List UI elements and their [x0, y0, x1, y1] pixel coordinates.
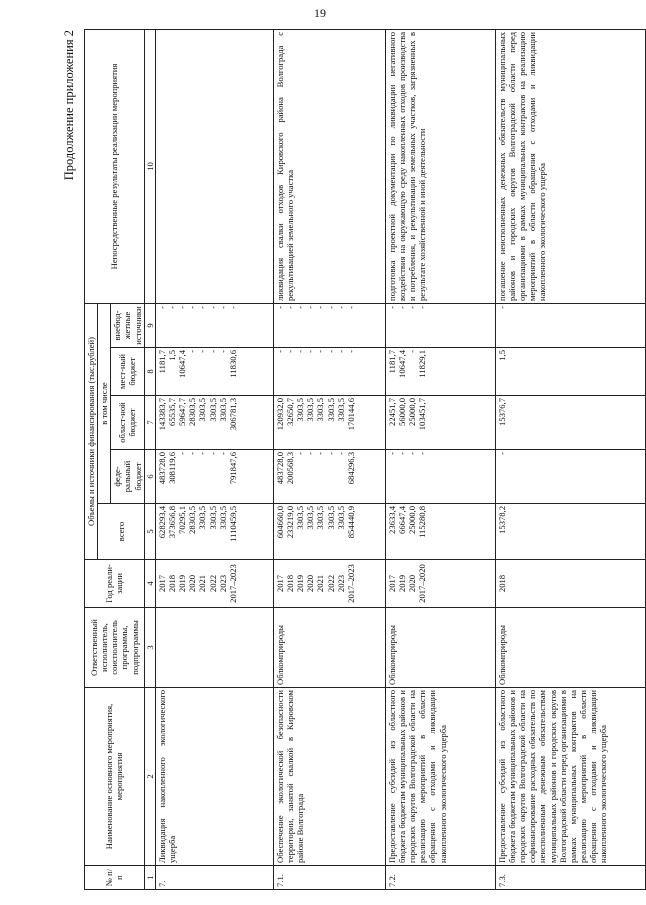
header-total: всего: [98, 504, 145, 560]
funding-regional-value: 22451,7: [386, 398, 397, 426]
header-row-1: [85, 29, 98, 889]
column-number: 5: [144, 504, 155, 560]
funding-extrabudget-value: -: [166, 305, 177, 309]
implementation-year-value: 2021: [197, 574, 208, 593]
appendix-title: Продолжение приложения 2: [62, 30, 76, 181]
funding-total-value: 233219,0: [284, 506, 295, 539]
funding-federal-value: -: [217, 452, 228, 455]
funding-federal-value: -: [207, 452, 218, 455]
implementation-year-value: 2022: [207, 574, 218, 593]
funding-extrabudget: [495, 303, 645, 347]
direct-results: [155, 29, 273, 303]
funding-local-value: 10647,4: [396, 350, 407, 378]
executor: Облкомприроды: [495, 608, 645, 688]
implementation-year-value: 2020: [187, 574, 198, 593]
rotated-page-area: [62, 30, 607, 890]
implementation-year: [273, 560, 385, 608]
funding-regional-value: 65535,7: [166, 398, 177, 426]
funding-regional: [155, 396, 273, 450]
funding-federal: [155, 450, 273, 504]
funding-local: [273, 348, 385, 396]
funding-regional-value: 59647,7: [177, 398, 188, 426]
funding-federal-value: -: [417, 452, 428, 455]
funding-regional-value: 3303,5: [207, 398, 218, 422]
executor: [155, 608, 273, 688]
implementation-year-value: 2017: [274, 574, 285, 593]
rotated-landscape-content: [62, 30, 607, 890]
funding-local: [385, 348, 495, 396]
implementation-year-value: 2019: [396, 574, 407, 593]
header-num: № п/п: [85, 866, 145, 890]
funding-regional-value: 3303,5: [325, 398, 336, 422]
funding-total-value: 115280,8: [417, 506, 428, 538]
funding-total: [155, 504, 273, 560]
funding-total-value: 25000,0: [407, 506, 418, 534]
funding-federal: [385, 450, 495, 504]
funding-local-value: -: [335, 350, 346, 353]
funding-regional: [495, 396, 645, 450]
funding-regional-value: 25000,0: [407, 398, 418, 426]
funding-local-value: 1,5: [166, 350, 177, 361]
funding-total-value: 3303,5: [315, 506, 326, 530]
funding-local: [155, 348, 273, 396]
funding-federal-value: -: [315, 452, 326, 455]
funding-local-value: 1181,7: [386, 350, 397, 374]
column-number: 9: [144, 303, 155, 347]
event-name: Предоставление субсидий из областного бюджета бюджетам муниципальных районов и городских округов Волгоградской области на софинансирование расходных обязательств по неисполненным денежным обязательствам муниципальных районов и городских округов Волгоградской области перед организациями в рамках муниципальных контрактов на реализацию мероприятий в области обращения с отходами и ликвидации накопленного экологического ущерба: [495, 688, 645, 866]
funding-regional-value: 3303,5: [217, 398, 228, 422]
funding-extrabudget: [385, 303, 495, 347]
funding-regional-value: 56000,0: [396, 398, 407, 426]
implementation-year-value: 2020: [407, 574, 418, 593]
funding-regional-value: 32650,7: [284, 398, 295, 426]
direct-results: подготовка проектной документации по ликвидации негативного воздействия на окружающую среду накопленных отходов производства и потребления, и рекультивации земельных участков, загрязненных в результате хозяйственной и иной деятельности: [385, 29, 495, 303]
funding-local-value: -: [315, 350, 326, 353]
funding-federal-value: 483728,0: [156, 452, 167, 485]
funding-total-value: 70295,1: [177, 506, 188, 534]
funding-extrabudget-value: -: [315, 305, 326, 309]
funding-regional: [273, 396, 385, 450]
table-row: [155, 29, 273, 889]
funding-total-value: 23633,4: [386, 506, 397, 534]
implementation-year-value: 2017–2023: [345, 564, 356, 603]
row-number: 7.3.: [495, 866, 645, 890]
funding-federal: [273, 450, 385, 504]
funding-local-value: -: [407, 350, 418, 353]
funding-total-value: 3303,5: [305, 506, 316, 530]
funding-total-value: 66647,4: [396, 506, 407, 534]
executor: Облкомприроды: [385, 608, 495, 688]
page-number: 19: [314, 6, 326, 20]
funding-federal-value: -: [305, 452, 316, 455]
funding-extrabudget-value: -: [197, 305, 208, 309]
implementation-year-value: 2017–2020: [417, 564, 428, 603]
implementation-year-value: 2019: [295, 574, 306, 593]
column-number: 6: [144, 450, 155, 504]
direct-results: погашение неисполненных денежных обязательств муниципальных районов и городских округов Волгоградской области перед организациями в рамках муниципальных контрактов на реализацию мероприятий в области обращения с отходами и ликвидации накопленного экологического ущерба: [495, 29, 645, 303]
column-number: 7: [144, 396, 155, 450]
funding-federal-value: -: [295, 452, 306, 455]
executor: Облкомприроды: [273, 608, 385, 688]
implementation-year: [495, 560, 645, 608]
funding-federal-value: -: [197, 452, 208, 455]
funding-regional-value: 3303,5: [295, 398, 306, 422]
funding-extrabudget-value: -: [187, 305, 198, 309]
header-funding: Объемы и источники финансирования (тыс.рублей): [85, 303, 98, 559]
implementation-year-value: 2020: [305, 574, 316, 593]
implementation-year: [155, 560, 273, 608]
funding-extrabudget-value: -: [305, 305, 316, 309]
header-including: в том числе: [98, 303, 111, 503]
funding-extrabudget-value: -: [156, 305, 167, 309]
funding-federal-value: -: [396, 452, 407, 455]
funding-local-value: -: [217, 350, 228, 353]
funding-extrabudget-value: -: [335, 305, 346, 309]
funding-total-value: 628293,4: [156, 506, 167, 539]
column-number: 3: [144, 608, 155, 688]
header-executor: Ответственный исполнитель, соисполнитель программы, подпрограммы: [85, 608, 145, 688]
funding-extrabudget: [155, 303, 273, 347]
funding-federal-value: 684296,3: [345, 452, 356, 485]
column-number: 1: [144, 866, 155, 890]
funding-local-value: 1,5: [496, 350, 507, 361]
funding-federal-value: -: [496, 452, 507, 455]
funding-total-value: 3303,5: [197, 506, 208, 530]
event-name: Обеспечение экологической безопасности территории, занятой свалкой в Кировском районе Волгограда: [273, 688, 385, 866]
funding-regional: [385, 396, 495, 450]
funding-regional-value: 120932,0: [274, 398, 285, 431]
funding-regional-value: 103451,7: [417, 398, 428, 431]
header-name: Наименование основного мероприятия, мероприятия: [85, 688, 145, 866]
funding-local-value: 11830,6: [227, 350, 238, 378]
funding-federal-value: 483728,0: [274, 452, 285, 485]
funding-federal-value: -: [325, 452, 336, 455]
funding-federal-value: 200568,3: [284, 452, 295, 485]
funding-extrabudget-value: -: [496, 305, 507, 309]
funding-local-value: -: [197, 350, 208, 353]
funding-federal-value: -: [177, 452, 188, 455]
funding-federal: [495, 450, 645, 504]
funding-local-value: -: [207, 350, 218, 353]
funding-total-value: 3303,5: [325, 506, 336, 530]
implementation-year-value: 2017: [386, 574, 397, 593]
implementation-year-value: 2018: [284, 574, 295, 593]
implementation-year-value: 2017–2023: [227, 564, 238, 603]
row-number: 7.2.: [385, 866, 495, 890]
column-number: 10: [144, 29, 155, 303]
column-number: 4: [144, 560, 155, 608]
implementation-year-value: 2018: [496, 574, 507, 593]
funding-regional-value: 28303,5: [187, 398, 198, 426]
column-numbers-row: [144, 29, 155, 889]
implementation-year-value: 2018: [166, 574, 177, 593]
funding-total-value: 3303,5: [217, 506, 228, 530]
funding-regional-value: 306781,3: [227, 398, 238, 431]
funding-federal-value: -: [386, 452, 397, 455]
funding-extrabudget-value: -: [177, 305, 188, 309]
implementation-year-value: 2022: [325, 574, 336, 593]
table-row: [495, 29, 645, 889]
funding-total-value: 1110459,5: [227, 506, 238, 542]
funding-total: [273, 504, 385, 560]
funding-total: [385, 504, 495, 560]
table-row: [273, 29, 385, 889]
funding-extrabudget-value: -: [217, 305, 228, 309]
implementation-year: [385, 560, 495, 608]
implementation-year-value: 2017: [156, 574, 167, 593]
funding-total-value: 373656,8: [166, 506, 177, 539]
funding-extrabudget-value: -: [325, 305, 336, 309]
funding-extrabudget-value: -: [345, 305, 356, 309]
row-number: 7.: [155, 866, 273, 890]
funding-federal-value: -: [187, 452, 198, 455]
table-row: [385, 29, 495, 889]
funding-total-value: 604660,0: [274, 506, 285, 539]
table-body: [155, 29, 645, 889]
funding-federal-value: -: [335, 452, 346, 455]
header-extrabudget: внебюд-жетные источники: [111, 303, 144, 347]
funding-extrabudget-value: -: [227, 305, 238, 309]
funding-federal-value: 791847,6: [227, 452, 238, 485]
funding-extrabudget-value: -: [295, 305, 306, 309]
event-name: Ликвидация накопленного экологического ущерба: [155, 688, 273, 866]
financing-table: [84, 29, 646, 890]
funding-local-value: -: [284, 350, 295, 353]
funding-total-value: 3303,5: [295, 506, 306, 530]
funding-local-value: -: [295, 350, 306, 353]
funding-local-value: -: [325, 350, 336, 353]
implementation-year-value: 2021: [315, 574, 326, 593]
funding-local-value: 1181,7: [156, 350, 167, 374]
funding-regional-value: 170144,6: [345, 398, 356, 431]
funding-total-value: 854440,9: [345, 506, 356, 539]
funding-total-value: 3303,5: [207, 506, 218, 530]
funding-total-value: 28303,5: [187, 506, 198, 534]
header-regional: област-ной бюджет: [111, 396, 144, 450]
funding-total-value: 15378,2: [496, 506, 507, 534]
funding-federal-value: 308119,6: [166, 452, 177, 484]
direct-results: ликвидация свалки отходов Кировского района Волгограда с рекультивацией земельного участка: [273, 29, 385, 303]
funding-federal-value: -: [407, 452, 418, 455]
implementation-year-value: 2023: [335, 574, 346, 593]
header-federal: феде-ральный бюджет: [111, 450, 144, 504]
funding-extrabudget-value: -: [274, 305, 285, 309]
header-local: мест-ный бюджет: [111, 348, 144, 396]
row-number: 7.1.: [273, 866, 385, 890]
funding-local-value: -: [345, 350, 356, 353]
implementation-year-value: 2023: [217, 574, 228, 593]
funding-local-value: -: [274, 350, 285, 353]
funding-local-value: -: [187, 350, 198, 353]
funding-total-value: 3303,5: [335, 506, 346, 530]
funding-local-value: -: [305, 350, 316, 353]
funding-extrabudget-value: -: [417, 305, 428, 309]
funding-regional-value: 3303,5: [315, 398, 326, 422]
funding-local-value: 10647,4: [177, 350, 188, 378]
funding-extrabudget-value: -: [207, 305, 218, 309]
funding-extrabudget-value: -: [396, 305, 407, 309]
funding-extrabudget-value: -: [284, 305, 295, 309]
event-name: Предоставление субсидий из областного бюджета бюджетам муниципальных районов и городских округов Волгоградской области на реализацию мероприятий в области обращения с отходами и ликвидации накопленного экологического ущерба: [385, 688, 495, 866]
implementation-year-value: 2019: [177, 574, 188, 593]
funding-extrabudget-value: -: [407, 305, 418, 309]
funding-regional-value: 15376,7: [496, 398, 507, 426]
header-year: Год реали-зации: [85, 560, 145, 608]
funding-total: [495, 504, 645, 560]
funding-regional-value: 3303,5: [305, 398, 316, 422]
column-number: 2: [144, 688, 155, 866]
funding-extrabudget-value: -: [386, 305, 397, 309]
funding-regional-value: 3303,5: [335, 398, 346, 422]
funding-local-value: 11829,1: [417, 350, 428, 378]
funding-regional-value: 3303,5: [197, 398, 208, 422]
header-results: Непосредственные результаты реализации мероприятия: [85, 29, 145, 303]
column-number: 8: [144, 348, 155, 396]
funding-local: [495, 348, 645, 396]
funding-regional-value: 143383,7: [156, 398, 167, 431]
funding-extrabudget: [273, 303, 385, 347]
